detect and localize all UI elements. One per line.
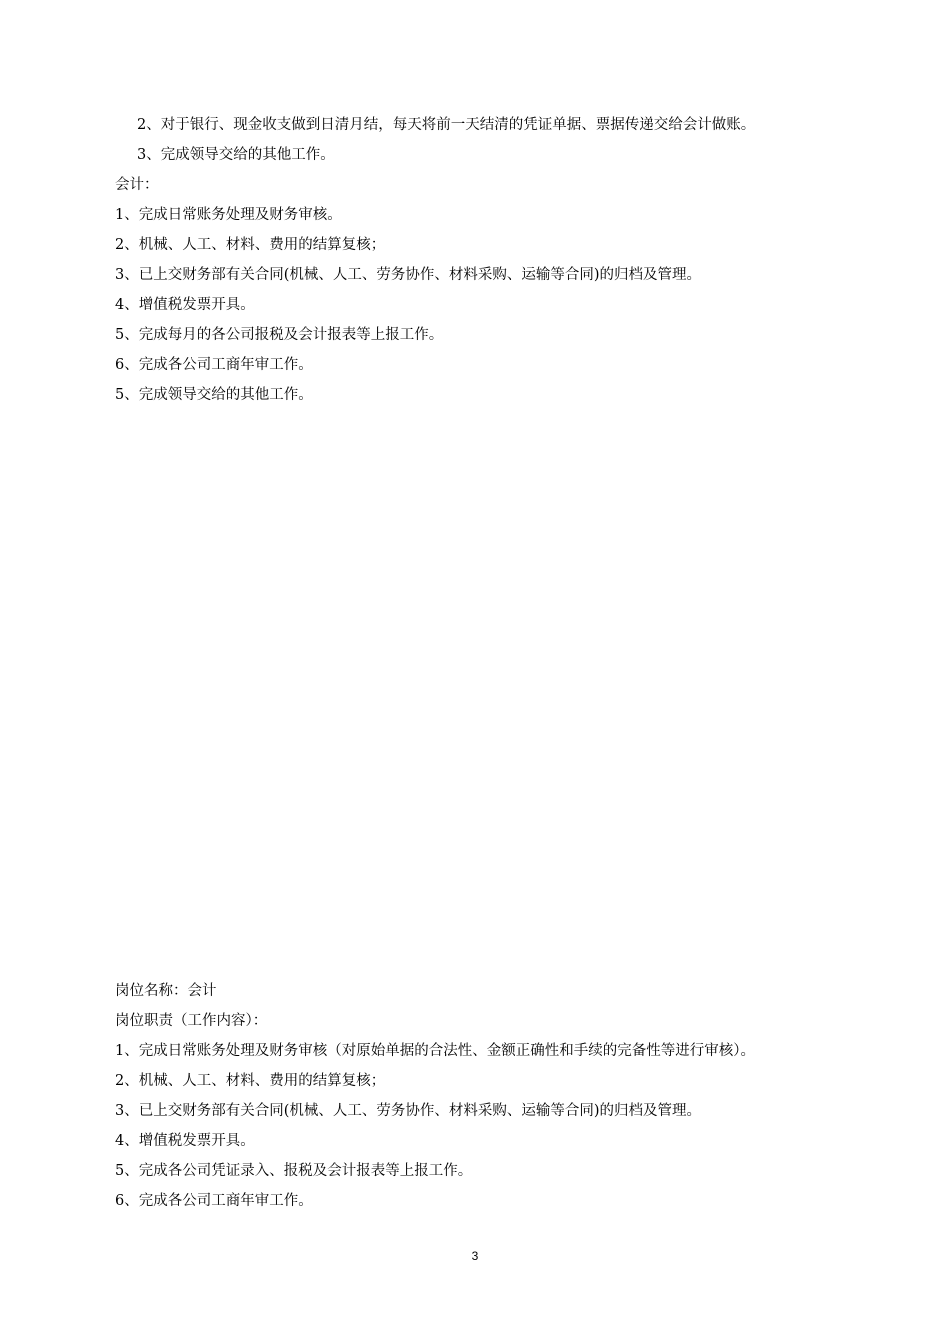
- duty-item-4: 4、增值税发票开具。: [115, 1133, 255, 1149]
- cashier-duty-2: 2、对于银行、现金收支做到日清月结，每天将前一天结清的凭证单据、票据传递交给会计做账。: [137, 117, 756, 133]
- cashier-duty-3: 3、完成领导交给的其他工作。: [137, 147, 335, 163]
- duty-item-5: 5、完成各公司凭证录入、报税及会计报表等上报工作。: [115, 1163, 473, 1179]
- position-title: 岗位名称：会计: [115, 983, 217, 999]
- duty-item-2: 2、机械、人工、材料、费用的结算复核；: [115, 1073, 386, 1089]
- duty-item-1: 1、完成日常账务处理及财务审核（对原始单据的合法性、金额正确性和手续的完备性等进行审核）。: [115, 1043, 755, 1059]
- duty-item-3: 3、已上交财务部有关合同(机械、人工、劳务协作、材料采购、运输等合同)的归档及管理。: [115, 1103, 702, 1119]
- duties-heading: 岗位职责（工作内容）：: [115, 1013, 268, 1029]
- page-number: 3: [471, 1249, 479, 1263]
- accountant-duty-6: 6、完成各公司工商年审工作。: [115, 357, 313, 373]
- accountant-duty-1: 1、完成日常账务处理及财务审核。: [115, 207, 342, 223]
- accountant-duty-5: 5、完成每月的各公司报税及会计报表等上报工作。: [115, 327, 444, 343]
- accountant-heading: 会计：: [115, 177, 159, 193]
- duty-item-6: 6、完成各公司工商年审工作。: [115, 1193, 313, 1209]
- bottom-text-block: [115, 976, 855, 1216]
- accountant-duty-2: 2、机械、人工、材料、费用的结算复核；: [115, 237, 386, 253]
- accountant-duty-3: 3、已上交财务部有关合同(机械、人工、劳务协作、材料采购、运输等合同)的归档及管理。: [115, 267, 702, 283]
- accountant-duty-4: 4、增值税发票开具。: [115, 297, 255, 313]
- top-text-block: [115, 110, 855, 410]
- accountant-duty-7: 5、完成领导交给的其他工作。: [115, 387, 313, 403]
